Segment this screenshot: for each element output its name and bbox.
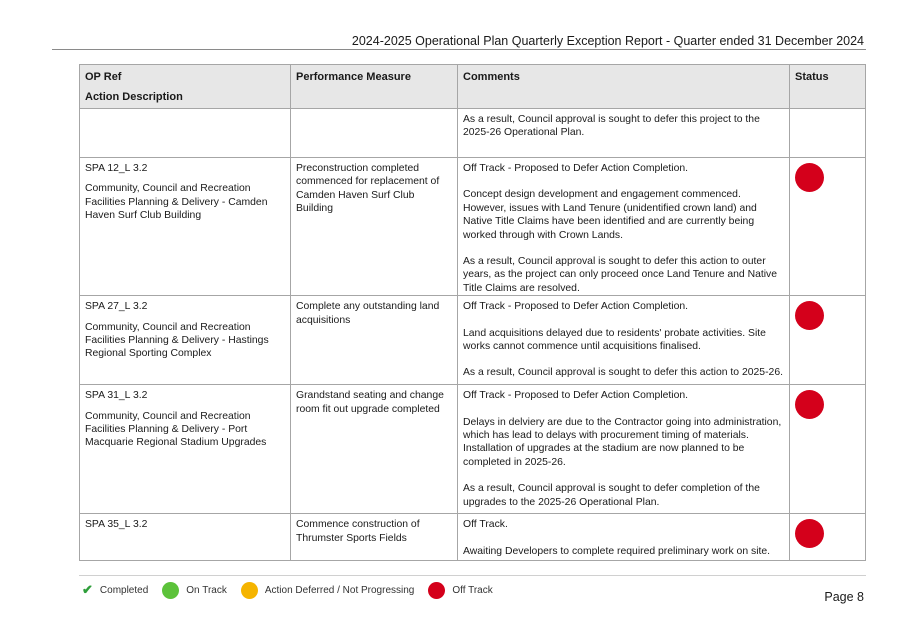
table-row bbox=[80, 296, 866, 385]
comments-cell bbox=[458, 514, 790, 561]
footer-divider bbox=[79, 575, 866, 576]
legend-item-completed bbox=[82, 582, 148, 598]
op-ref-code: SPA 31_L 3.2 bbox=[85, 390, 148, 402]
comment-paragraph: As a result, Council approval is sought to defer this action to 2025-26. bbox=[463, 367, 783, 379]
exception-report-table bbox=[79, 64, 866, 561]
action-description: Community, Council and Recreation Facilities Planning & Delivery - Hastings Regional Sporting Complex bbox=[85, 321, 269, 360]
op-ref-code: SPA 12_L 3.2 bbox=[85, 163, 148, 174]
legend-item-off-track bbox=[428, 582, 492, 599]
action-description: Community, Council and Recreation Facilities Planning & Delivery - Port Macquarie Regional Stadium Upgrades bbox=[85, 410, 267, 449]
status-cell bbox=[790, 514, 866, 561]
legend-label: Completed bbox=[99, 584, 149, 596]
op-ref-code: SPA 27_L 3.2 bbox=[85, 301, 148, 313]
comment-paragraph: As a result, Council approval is sought to defer this project to the 2025-26 Operational Plan. bbox=[463, 114, 760, 139]
legend-item-on-track bbox=[162, 582, 227, 599]
action-description: Community, Council and Recreation Facilities Planning & Delivery - Camden Haven Surf Club Building bbox=[85, 183, 268, 222]
status-legend bbox=[82, 582, 507, 598]
red-circle-icon bbox=[795, 301, 824, 330]
red-circle-icon bbox=[795, 390, 824, 419]
legend-label: On Track bbox=[186, 584, 227, 596]
table-row bbox=[80, 514, 866, 561]
table-body bbox=[80, 109, 866, 561]
red-circle-icon bbox=[795, 163, 824, 192]
op-ref-cell bbox=[80, 109, 291, 158]
column-header-op-ref bbox=[80, 65, 291, 109]
comment-paragraph: Off Track. bbox=[463, 519, 508, 531]
legend-item-deferred bbox=[241, 582, 415, 599]
comments-cell bbox=[458, 296, 790, 385]
performance-measure-cell: Preconstruction completed commenced for replacement of Camden Haven Surf Club Building bbox=[291, 158, 458, 296]
table-row bbox=[80, 385, 866, 514]
op-ref-cell bbox=[80, 514, 291, 561]
status-cell bbox=[790, 296, 866, 385]
table-row bbox=[80, 158, 866, 296]
op-ref-header-label: OP Ref bbox=[85, 71, 122, 83]
performance-measure-cell: Grandstand seating and change room fit out upgrade completed bbox=[291, 385, 458, 514]
op-ref-cell bbox=[80, 296, 291, 385]
column-header-comments: Comments bbox=[458, 65, 790, 109]
performance-measure-cell: Commence construction of Thrumster Sports Fields bbox=[291, 514, 458, 561]
page-number: Page 8 bbox=[824, 590, 864, 604]
comments-cell bbox=[458, 158, 790, 296]
legend-label: Action Deferred / Not Progressing bbox=[264, 584, 415, 596]
comment-paragraph: Delays in delviery are due to the Contractor going into administration, which has lead to delays with procurement timing of materials. Installation of upgrades at the stadium are now planned to be completed in 2025-26. bbox=[463, 416, 782, 468]
amber-circle-icon bbox=[241, 582, 258, 599]
column-header-status: Status bbox=[790, 65, 866, 109]
comment-paragraph: Off Track - Proposed to Defer Action Completion. bbox=[463, 301, 689, 313]
comment-paragraph: Concept design development and engagement commenced. However, issues with Land Tenure (unidentified crown land) and Native Title Claims have been identified and are currently being worked through with Crown Lands. bbox=[463, 189, 757, 241]
comment-paragraph: Off Track - Proposed to Defer Action Completion. bbox=[463, 163, 689, 174]
table-header-row bbox=[80, 65, 866, 109]
header-divider bbox=[52, 49, 866, 50]
green-circle-icon bbox=[162, 582, 179, 599]
legend-label: Off Track bbox=[452, 584, 493, 596]
status-cell bbox=[790, 385, 866, 514]
status-cell bbox=[790, 158, 866, 296]
performance-measure-cell bbox=[291, 109, 458, 158]
comment-paragraph: As a result, Council approval is sought to defer completion of the upgrades to the 2025-26 Operational Plan. bbox=[463, 483, 760, 508]
comments-cell bbox=[458, 385, 790, 514]
performance-measure-cell: Complete any outstanding land acquisitions bbox=[291, 296, 458, 385]
check-icon: ✔ bbox=[82, 582, 93, 597]
report-title: 2024-2025 Operational Plan Quarterly Exception Report - Quarter ended 31 December 2024 bbox=[351, 34, 864, 48]
status-cell bbox=[790, 109, 866, 158]
op-ref-code: SPA 35_L 3.2 bbox=[85, 519, 148, 531]
comment-paragraph: Land acquisitions delayed due to residents' probate activities. Site works cannot commence until acquisitions finalised. bbox=[463, 327, 766, 353]
comments-cell bbox=[458, 109, 790, 158]
comment-paragraph: Off Track - Proposed to Defer Action Completion. bbox=[463, 390, 689, 402]
comment-paragraph: As a result, Council approval is sought to defer this action to outer years, as the project can only proceed once Land Tenure and Native Title Claims are resolved. bbox=[463, 256, 778, 294]
column-header-performance-measure: Performance Measure bbox=[291, 65, 458, 109]
red-circle-icon bbox=[428, 582, 445, 599]
table-row bbox=[80, 109, 866, 158]
red-circle-icon bbox=[795, 519, 824, 548]
comment-paragraph: Awaiting Developers to complete required preliminary work on site. bbox=[463, 545, 771, 557]
op-ref-cell bbox=[80, 158, 291, 296]
op-ref-cell bbox=[80, 385, 291, 514]
action-description-header-label: Action Description bbox=[85, 91, 183, 104]
